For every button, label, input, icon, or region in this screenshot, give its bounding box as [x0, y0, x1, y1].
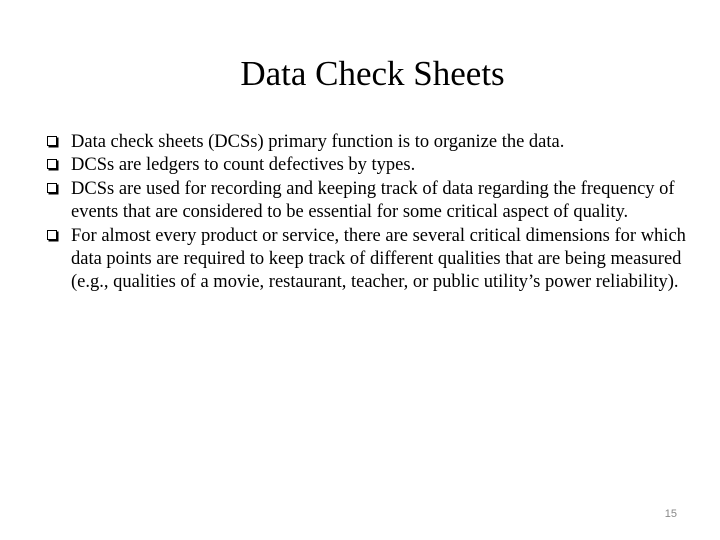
- bullet-text: DCSs are ledgers to count defectives by types.: [71, 155, 416, 176]
- bullet-list: [46, 131, 686, 295]
- checkbox-square-icon: [47, 183, 57, 193]
- page-number: 15: [664, 508, 677, 520]
- bullet-text: For almost every product or service, there are several critical dimensions for which data points are required to keep track of different qualities that are being measured (e.g., qualities of a movie, restaurant, teacher, or public utility’s power reliability).: [71, 225, 686, 293]
- slide-title: Data Check Sheets: [240, 54, 505, 93]
- bullet-text: Data check sheets (DCSs) primary function is to organize the data.: [71, 132, 565, 152]
- checkbox-square-icon: [47, 159, 57, 169]
- bullet-item: [46, 154, 686, 177]
- bullet-item: [46, 178, 686, 225]
- bullet-item: [46, 131, 686, 154]
- checkbox-square-icon: [47, 230, 57, 240]
- bullet-item: [46, 225, 686, 295]
- checkbox-square-icon: [47, 136, 57, 146]
- bullet-text: DCSs are used for recording and keeping track of data regarding the frequency of events that are considered to be essential for some critical aspect of quality.: [71, 178, 675, 223]
